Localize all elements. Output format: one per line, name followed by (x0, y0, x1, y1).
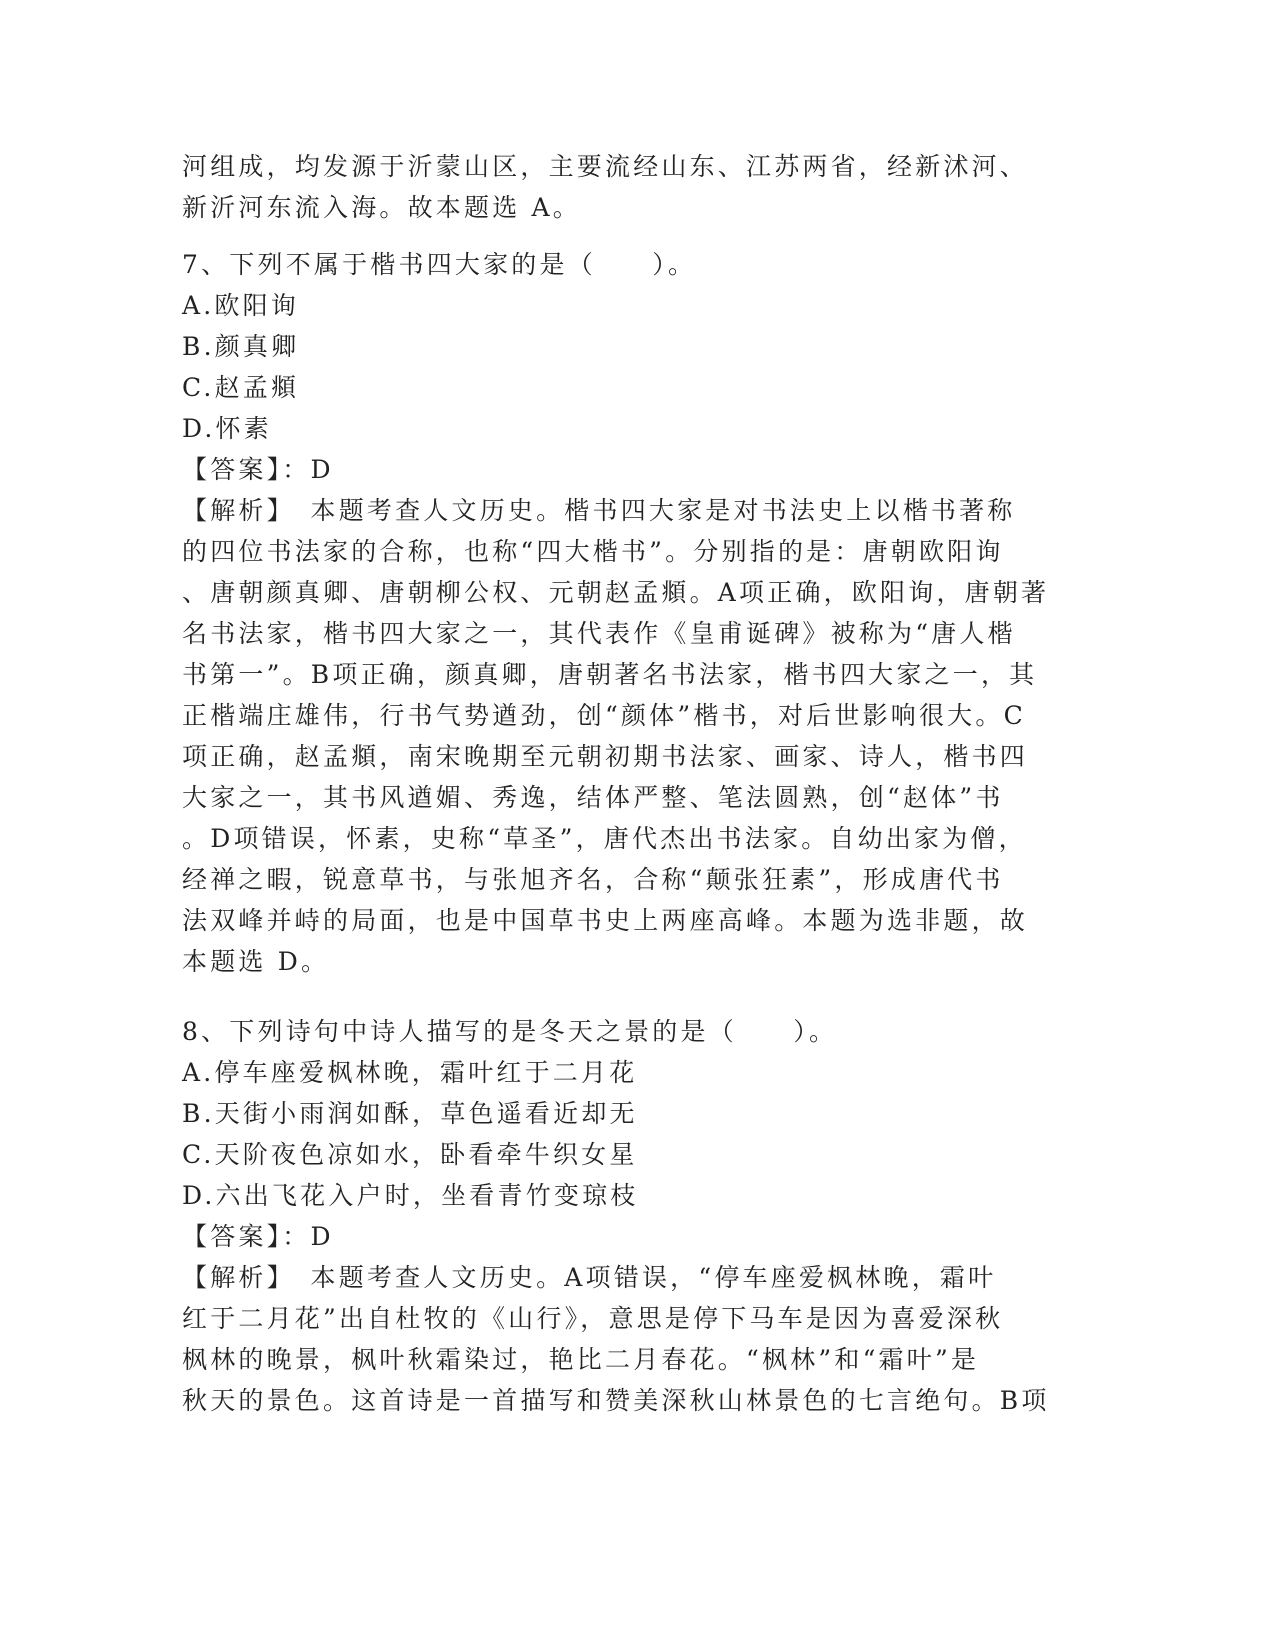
text-line: 名书法家，楷书四大家之一，其代表作《皇甫诞碑》被称为“唐人楷 (182, 619, 1016, 648)
option-d: D.六出飞花入户时，坐看青竹变琼枝 (182, 1181, 639, 1210)
text-line: 大家之一，其书风遒媚、秀逸，结体严整、笔法圆熟，创“赵体”书 (182, 783, 1004, 812)
option-c: C.赵孟頫 (182, 373, 300, 402)
option-b: B.天街小雨润如酥，草色遥看近却无 (182, 1099, 638, 1128)
option-c: C.天阶夜色凉如水，卧看牵牛织女星 (182, 1140, 638, 1169)
analysis-paragraph (182, 490, 1082, 982)
option-a: A.欧阳询 (182, 291, 300, 320)
text-line: 。D项错误，怀素，史称“草圣”，唐代杰出书法家。自幼出家为僧， (182, 824, 1027, 853)
option-d: D.怀素 (182, 414, 272, 443)
text-line: 【解析】 本题考查人文历史。楷书四大家是对书法史上以楷书著称 (182, 496, 1016, 525)
previous-answer-continuation (182, 146, 1082, 228)
question-stem: 7、下列不属于楷书四大家的是（ ）。 (182, 250, 697, 279)
text-line: 枫林的晚景，枫叶秋霜染过，艳比二月春花。“枫林”和“霜叶”是 (182, 1345, 980, 1374)
analysis-paragraph (182, 1257, 1082, 1421)
answer-line: 【答案】：D (182, 1222, 334, 1251)
text-line: 红于二月花”出自杜牧的《山行》，意思是停下马车是因为喜爱深秋 (182, 1304, 1004, 1333)
question-7 (182, 244, 1082, 982)
text-line: 的四位书法家的合称，也称“四大楷书”。分别指的是：唐朝欧阳询 (182, 537, 1004, 566)
text-line: 法双峰并峙的局面，也是中国草书史上两座高峰。本题为选非题，故 (182, 906, 1029, 935)
option-b: B.颜真卿 (182, 332, 300, 361)
text-line: 经禅之暇，锐意草书，与张旭齐名，合称“颠张狂素”，形成唐代书 (182, 865, 1004, 894)
text-line: 项正确，赵孟頫，南宋晚期至元朝初期书法家、画家、诗人，楷书四 (182, 742, 1029, 771)
text-line: 正楷端庄雄伟，行书气势遒劲，创“颜体”楷书，对后世影响很大。C (182, 701, 1026, 730)
text-line: 书第一”。B项正确，颜真卿，唐朝著名书法家，楷书四大家之一，其 (182, 660, 1038, 689)
option-a: A.停车座爱枫林晚，霜叶红于二月花 (182, 1058, 638, 1087)
answer-line: 【答案】：D (182, 455, 334, 484)
text-line: 本题选 D。 (182, 947, 330, 976)
text-line: 秋天的景色。这首诗是一首描写和赞美深秋山林景色的七言绝句。B项 (182, 1386, 1050, 1415)
text-line: 、唐朝颜真卿、唐朝柳公权、元朝赵孟頫。A项正确，欧阳询，唐朝著 (182, 578, 1050, 607)
text-line: 河组成，均发源于沂蒙山区，主要流经山东、江苏两省，经新沭河、 (182, 152, 1029, 181)
text-line: 新沂河东流入海。故本题选 A。 (182, 193, 582, 222)
question-8 (182, 1011, 1082, 1421)
question-stem: 8、下列诗句中诗人描写的是冬天之景的是（ ）。 (182, 1017, 838, 1046)
text-line: 【解析】 本题考查人文历史。A项错误，“停车座爱枫林晚，霜叶 (182, 1263, 997, 1292)
